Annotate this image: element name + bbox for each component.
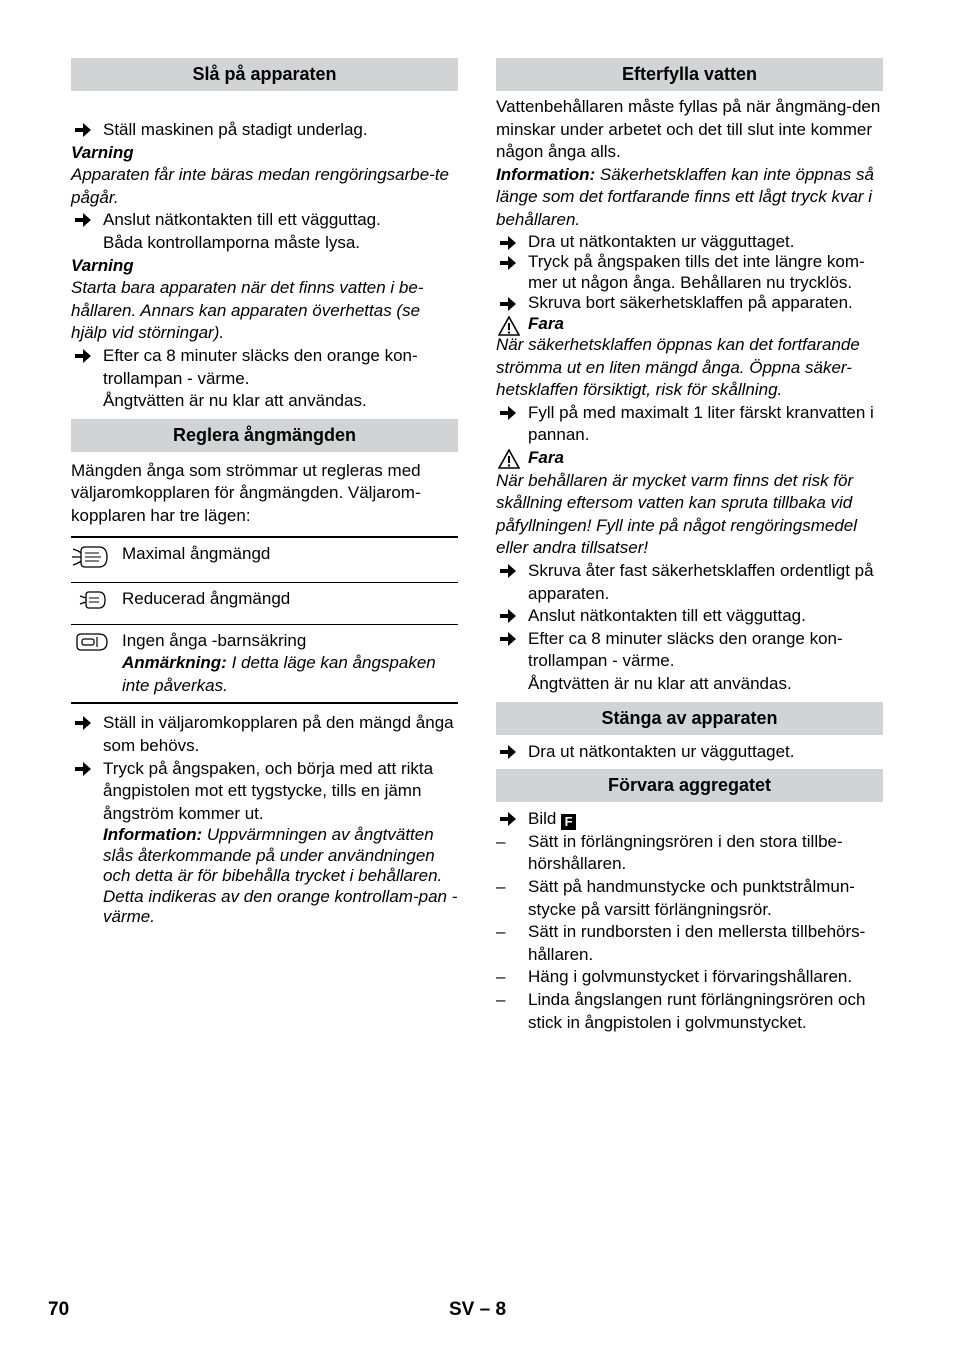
list-item: – Sätt in rundborsten i den mellersta tillbehörs-hållaren. xyxy=(496,922,866,964)
max-steam-icon xyxy=(71,543,111,571)
left-column xyxy=(71,58,458,928)
arrow-icon xyxy=(498,628,518,650)
arrow-icon xyxy=(498,252,518,274)
intro-text: Mängden ånga som strömmar ut regleras med väljaromkopplaren för ångmängden. Väljarom-kopplaren har tre lägen: xyxy=(71,460,421,525)
table-row: Reducerad ångmängd xyxy=(71,583,458,625)
section-heading-storage: Förvara aggregatet xyxy=(496,769,883,802)
list-item: – Sätt på handmunstycke och punktstrålmun-stycke på varsitt förlängningsrör. xyxy=(496,876,855,919)
section-heading-switch-off: Stänga av apparaten xyxy=(496,702,883,735)
no-steam-lock-icon xyxy=(71,630,111,654)
section-heading-refill-water: Efterfylla vatten xyxy=(496,58,883,91)
arrow-icon xyxy=(498,808,518,830)
section-heading-steam-amount: Reglera ångmängden xyxy=(71,419,458,452)
warning-text: Apparaten får inte bäras medan rengöringsarbe-te pågår. xyxy=(71,165,450,207)
step-item: Tryck på ångspaken, och börja med att rikta ångpistolen mot ett tygstycke, tills en jämn ångström kommer ut. xyxy=(71,758,458,826)
step-item: Fyll på med maximalt 1 liter färskt kranvatten i pannan. xyxy=(496,402,883,447)
step-item: Tryck på ångspaken tills det inte längre kom-mer ut någon ånga. Behållaren nu trycklös. xyxy=(496,252,883,293)
arrow-icon xyxy=(73,758,93,780)
figure-reference-badge: F xyxy=(561,814,576,830)
step-item: Bild F xyxy=(496,808,883,831)
step-item: Dra ut nätkontakten ur vägguttaget. xyxy=(496,741,883,764)
arrow-icon xyxy=(498,560,518,582)
arrow-icon xyxy=(498,605,518,627)
step-item: Skruva bort säkerhetsklaffen på apparaten. xyxy=(496,293,883,314)
danger-label: Fara xyxy=(496,447,883,470)
list-item: – Sätt in förlängningsrören i den stora tillbe-hörshållaren. xyxy=(496,831,843,874)
steam-mode-table xyxy=(71,536,458,705)
warning-text: Starta bara apparaten när det finns vatten i be-hållaren. Annars kan apparaten överhettas (se hjälp vid störningar). xyxy=(71,278,424,343)
reduced-steam-icon xyxy=(71,588,111,612)
intro-text: Vattenbehållaren måste fyllas på när ångmäng-den minskar under arbetet och det till slut inte kommer någon ånga alls. xyxy=(496,97,881,162)
right-column xyxy=(496,58,883,1034)
step-item: Ställ in väljaromkopplaren på den mängd ånga som behövs. xyxy=(71,712,458,757)
list-item: – Häng i golvmunstycket i förvaringshållaren. xyxy=(496,967,853,987)
arrow-icon xyxy=(73,209,93,231)
mode-note: Anmärkning: I detta läge kan ångspaken inte påverkas. xyxy=(122,653,436,695)
danger-text: När behållaren är mycket varm finns det risk för skållning eftersom vatten kan spruta tillbaka vid påfyllningen! Fyll inte på något rengöringsmedel eller andra tillsatser! xyxy=(496,470,858,558)
storage-steps-list xyxy=(496,831,883,1034)
step-item: Anslut nätkontakten till ett vägguttag. xyxy=(496,605,883,628)
step-item: Efter ca 8 minuter släcks den orange kon-trollampan - värme. Ångtvätten är nu klar att användas. xyxy=(71,345,458,413)
table-row: Ingen ånga -barnsäkring Anmärkning: I detta läge kan ångspaken inte påverkas. xyxy=(71,624,458,703)
page-number: 70 xyxy=(48,1299,70,1320)
info-note: Information: Uppvärmningen av ångtvätten slås återkommande på under användningen och detta är för bibehålla trycket i behållaren. Detta indikeras av den orange kontrollam-pan - värme. xyxy=(103,825,458,927)
arrow-icon xyxy=(73,345,93,367)
section-heading-switch-on: Slå på apparaten xyxy=(71,58,458,91)
step-item: Efter ca 8 minuter släcks den orange kon-trollampan - värme. Ångtvätten är nu klar att användas. xyxy=(496,628,883,696)
danger-text: När säkerhetsklaffen öppnas kan det fortfarande strömma ut en liten mängd ånga. Öppna säker-hetsklaffen försiktigt, risk för skållning. xyxy=(496,335,860,400)
arrow-icon xyxy=(498,402,518,424)
arrow-icon xyxy=(73,712,93,734)
step-item: Dra ut nätkontakten ur vägguttaget. xyxy=(496,232,883,253)
language-page-label: SV – 8 xyxy=(449,1299,507,1320)
arrow-icon xyxy=(498,232,518,254)
step-item: Ställ maskinen på stadigt underlag. xyxy=(71,119,458,142)
arrow-icon xyxy=(498,741,518,763)
warning-triangle-icon xyxy=(498,316,520,336)
arrow-icon xyxy=(73,119,93,141)
warning-label: Varning xyxy=(71,255,134,275)
danger-label: Fara xyxy=(496,314,883,335)
warning-triangle-icon xyxy=(498,449,520,469)
info-note: Information: Säkerhetsklaffen kan inte öppnas så länge som det fortfarande finns ett lågt tryck kvar i behållaren. xyxy=(496,164,874,229)
table-row: Maximal ångmängd xyxy=(71,537,458,583)
warning-label: Varning xyxy=(71,142,134,162)
step-item: Skruva åter fast säkerhetsklaffen ordentligt på apparaten. xyxy=(496,560,883,605)
list-item: – Linda ångslangen runt förlängningsrören och stick in ångpistolen i golvmunstycket. xyxy=(496,989,866,1032)
arrow-icon xyxy=(498,293,518,315)
step-item: Anslut nätkontakten till ett vägguttag. Båda kontrollamporna måste lysa. xyxy=(71,209,458,254)
